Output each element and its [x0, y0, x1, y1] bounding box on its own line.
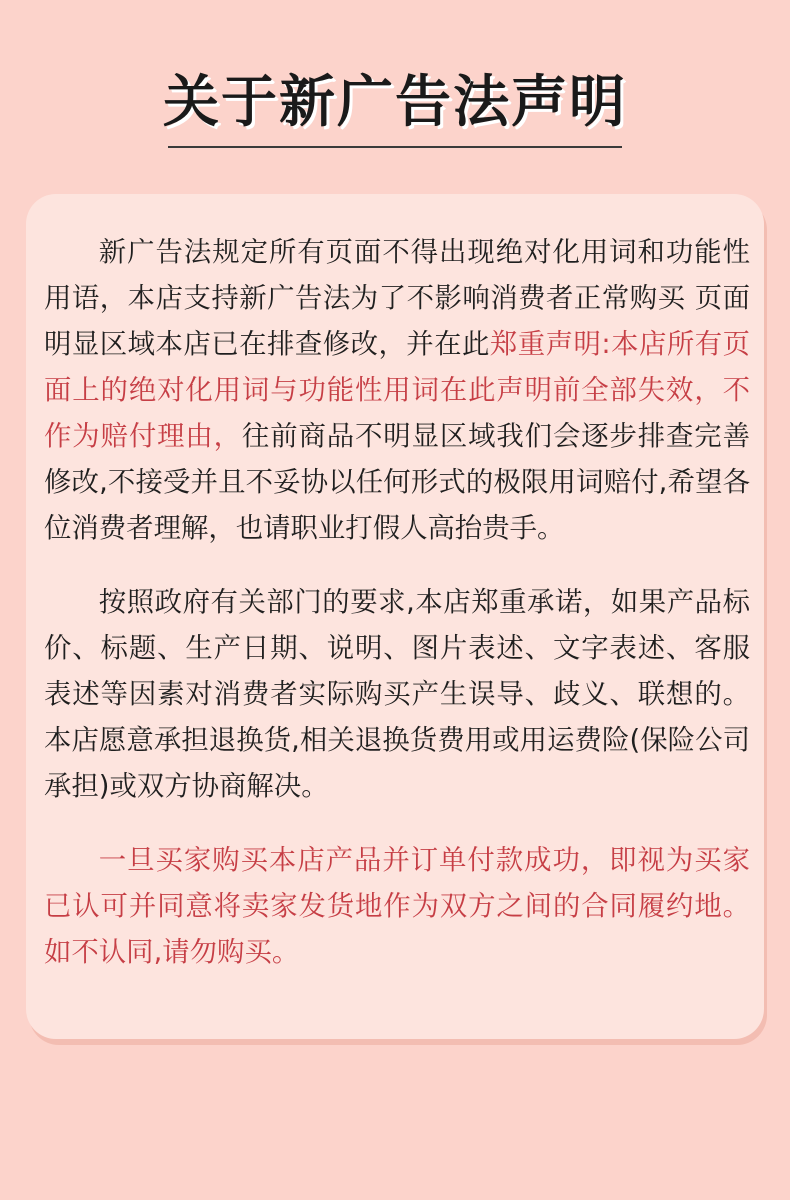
- paragraph-1-text-continued: 往前商品不明显区域我们会逐步排查完善修改,不接受并且不妥协以任何形式的极限用词赔付,希望各位消费者理解，也请职业打假人高抬贵手。: [44, 421, 750, 544]
- title-underline: [168, 146, 622, 148]
- paragraph-3: 一旦买家购买本店产品并订单付款成功，即视为买家已认可并同意将卖家发货地作为双方之间的合同履约地。如不认同,请勿购买。: [44, 845, 750, 968]
- statement-card: [26, 194, 764, 1039]
- paragraph-1-text: 新广告法规定所有页面不得出现绝对化用词和功能性用语，本店支持新广告法为了不影响消费者正常购买 页面明显区域本店已在排查修改，并在此: [44, 237, 750, 360]
- page-title: 关于新广告法声明: [163, 70, 627, 135]
- paragraph-1: [44, 230, 750, 552]
- paragraph-2: 按照政府有关部门的要求,本店郑重承诺，如果产品标价、标题、生产日期、说明、图片表述、文字表述、客服表述等因素对消费者实际购买产生误导、歧义、联想的。本店愿意承担退换货,相关退换货费用或用运费险(保险公司承担)或双方协商解决。: [44, 587, 750, 802]
- title-container: [0, 58, 790, 150]
- paragraph-1-highlight: 郑重声明:本店所有页面上的绝对化用词与功能性用词在此声明前全部失效，不作为赔付理由，: [44, 329, 750, 452]
